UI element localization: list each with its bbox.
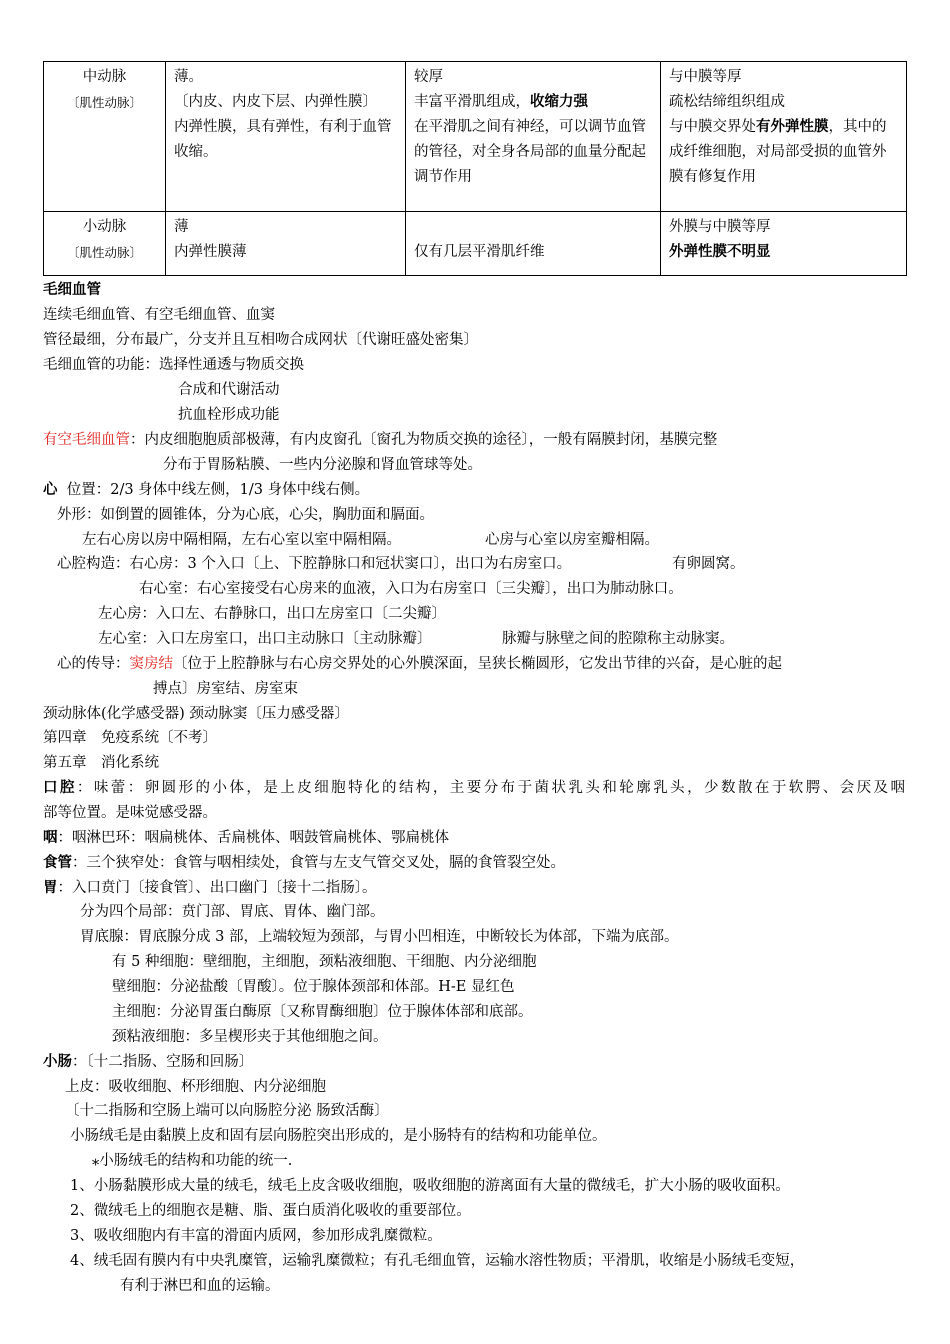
text-span: ：内皮细胞胞质部极薄，有内皮窗孔〔窗孔为物质交换的途径〕，一般有隔膜封闭，基膜完整	[130, 432, 718, 448]
artery-name: 中动脉	[82, 69, 127, 85]
text-line: 分为四个局部：贲门部、胃底、胃体、幽门部。	[80, 904, 385, 920]
text-line: 壁细胞：分泌盐酸〔胃酸〕。位于腺体颈部和体部。H-E 显红色	[112, 979, 515, 995]
media-cell	[406, 62, 661, 212]
highlight-term: 有空毛细血管	[43, 432, 130, 448]
text-line: 有 5 种细胞：壁细胞，主细胞，颈粘液细胞、干细胞、内分泌细胞	[112, 954, 537, 970]
text-span: ：咽淋巴环：咽扁桃体、舌扁桃体、咽鼓管扁桃体、鄂扁桃体	[57, 830, 449, 846]
text-line: 部等位置。是味觉感受器。	[43, 805, 217, 821]
media-cell	[406, 212, 661, 276]
intima-line: 内弹性膜，具有弹性，有利于血管收缩。	[174, 119, 392, 160]
section-label: 食管	[43, 855, 72, 871]
highlight-term: 窦房结	[129, 656, 173, 672]
adventitia-cell	[661, 62, 907, 212]
media-bold-text: 收缩力强	[530, 94, 588, 110]
adventitia-line: 疏松结缔组织组成	[669, 94, 785, 110]
artery-subname: 〔肌性动脉〕	[66, 245, 142, 260]
text-span: 位置：2/3 身体中线左侧，1/3 身体中线右侧。	[66, 482, 370, 498]
adventitia-cell	[661, 212, 907, 276]
intima-cell	[166, 62, 406, 212]
text-line: 毛细血管的功能：选择性通透与物质交换	[43, 357, 304, 373]
text-line: 小肠绒毛是由黏膜上皮和固有层向肠腔突出形成的，是小肠特有的结构和功能单位。	[70, 1128, 607, 1144]
adventitia-line: 与中膜等厚	[669, 69, 742, 85]
adventitia-line: 外膜与中膜等厚	[669, 219, 771, 235]
text-span: ：味蕾：卵圆形的小体，是上皮细胞特化的结构，主要分布于菌状乳头和轮廓乳头，少数散在于软腭、会厌及咽	[76, 780, 906, 796]
text-line: 合成和代谢活动	[178, 382, 280, 398]
section-label: 口腔	[43, 780, 77, 796]
chapter-heading: 第四章 免疫系统〔不考〕	[43, 730, 217, 746]
table-row	[44, 212, 907, 276]
text-line	[43, 852, 565, 874]
artery-table	[43, 61, 907, 276]
text-line	[43, 479, 369, 501]
section-heading: 毛细血管	[43, 282, 101, 298]
text-line: ⁎小肠绒毛的结构和功能的统一.	[92, 1153, 293, 1169]
list-item-continuation: 有利于淋巴和血的运输。	[120, 1278, 280, 1294]
chapter-heading: 第五章 消化系统	[43, 755, 159, 771]
text-line: 上皮：吸收细胞、杯形细胞、内分泌细胞	[65, 1079, 326, 1095]
section-label: 小肠	[43, 1054, 72, 1070]
text-span: ：〔十二指肠、空肠和回肠〕	[72, 1054, 254, 1070]
text-line	[57, 653, 782, 675]
text-span: ：入口贲门〔接食管〕、出口幽门〔接十二指肠〕。	[57, 880, 377, 896]
adventitia-text: 与中膜交界处	[669, 119, 756, 135]
adventitia-bold-text: 有外弹性膜	[756, 119, 829, 135]
text-line: 分布于胃肠粘膜、一些内分泌腺和肾血管球等处。	[163, 457, 482, 473]
text-line	[43, 877, 377, 899]
text-line: 右心室：右心室接受右心房来的血液，入口为右房室口〔三尖瓣〕，出口为肺动脉口。	[139, 581, 683, 597]
list-item: 4、绒毛固有膜内有中央乳糜管，运输乳糜微粒；有孔毛细血管，运输水溶性物质；平滑肌，收缩是小肠绒毛变短，	[70, 1253, 805, 1269]
text-line: 抗血栓形成功能	[178, 407, 280, 423]
intima-line: 薄。	[174, 69, 203, 85]
text-line: 左右心房以房中隔相隔，左右心室以室中隔相隔。	[82, 532, 401, 548]
media-line	[414, 90, 652, 115]
text-line: 〔十二指肠和空肠上端可以向肠腔分泌 肠致活酶〕	[65, 1103, 389, 1119]
text-line: 搏点〕房室结、房室束	[153, 681, 298, 697]
section-label: 心	[43, 482, 58, 498]
adventitia-bold-line: 外弹性膜不明显	[669, 244, 771, 260]
intima-line: 内弹性膜薄	[174, 244, 247, 260]
artery-name-cell	[44, 62, 166, 212]
text-span: 心的传导：	[57, 656, 130, 672]
text-line	[43, 777, 905, 799]
text-line: 管径最细，分布最广，分支并且互相吻合成网状〔代谢旺盛处密集〕	[43, 332, 478, 348]
text-line	[43, 429, 717, 451]
artery-subname: 〔肌性动脉〕	[66, 95, 142, 110]
artery-name-cell	[44, 212, 166, 276]
text-line: 颈动脉体(化学感受器) 颈动脉窦〔压力感受器〕	[43, 706, 349, 722]
adventitia-text: ，其中的成纤维细胞，对局部受损的血管外膜有修复作用	[669, 119, 887, 185]
artery-name: 小动脉	[82, 219, 127, 235]
text-line: 胃底腺：胃底腺分成 3 部，上端较短为颈部，与胃小凹相连，中断较长为体部，下端为底部。	[80, 929, 679, 945]
list-item: 2、微绒毛上的细胞衣是糖、脂、蛋白质消化吸收的重要部位。	[70, 1203, 471, 1219]
text-line: 心房与心室以房室瓣相隔。	[485, 532, 659, 548]
text-line: 连续毛细血管、有空毛细血管、血窦	[43, 307, 275, 323]
media-line: 仅有几层平滑肌纤维	[414, 244, 545, 260]
text-line: 有卵圆窝。	[672, 556, 745, 572]
text-line: 脉瓣与脉壁之间的腔隙称主动脉窦。	[502, 631, 734, 647]
list-item: 3、吸收细胞内有丰富的滑面内质网，参加形成乳糜微粒。	[70, 1228, 442, 1244]
adventitia-line	[669, 115, 898, 190]
text-line: 左心房：入口左、右静脉口，出口左房室口〔二尖瓣〕	[98, 606, 446, 622]
text-line: 主细胞：分泌胃蛋白酶原〔又称胃酶细胞〕位于腺体体部和底部。	[112, 1004, 533, 1020]
intima-line: 薄	[174, 219, 189, 235]
text-span: 〔位于上腔静脉与右心房交界处的心外膜深面，呈狭长椭圆形，它发出节律的兴奋，是心脏的起	[173, 656, 782, 672]
media-text: 丰富平滑肌组成，	[414, 94, 530, 110]
section-label: 胃	[43, 880, 58, 896]
media-line: 在平滑肌之间有神经，可以调节血管的管径，对全身各局部的血量分配起调节作用	[414, 119, 646, 185]
text-line: 心腔构造：右心房：3 个入口〔上、下腔静脉口和冠状窦口〕，出口为右房室口。	[57, 556, 572, 572]
media-line: 较厚	[414, 69, 443, 85]
text-line	[43, 1051, 253, 1073]
intima-line: 〔内皮、内皮下层、内弹性膜〕	[174, 94, 377, 110]
section-label: 咽	[43, 830, 58, 846]
text-line: 外形：如倒置的圆锥体，分为心底，心尖，胸肋面和膈面。	[57, 507, 434, 523]
text-line: 颈粘液细胞：多呈楔形夹于其他细胞之间。	[112, 1029, 388, 1045]
intima-cell	[166, 212, 406, 276]
table-row	[44, 62, 907, 212]
text-span: ：三个狭窄处：食管与咽相续处，食管与左支气管交叉处，膈的食管裂空处。	[72, 855, 565, 871]
text-line	[43, 827, 449, 849]
text-line: 左心室：入口左房室口，出口主动脉口〔主动脉瓣〕	[98, 631, 432, 647]
list-item: 1、小肠黏膜形成大量的绒毛，绒毛上皮含吸收细胞，吸收细胞的游离面有大量的微绒毛，扩大小肠的吸收面积。	[70, 1178, 790, 1194]
